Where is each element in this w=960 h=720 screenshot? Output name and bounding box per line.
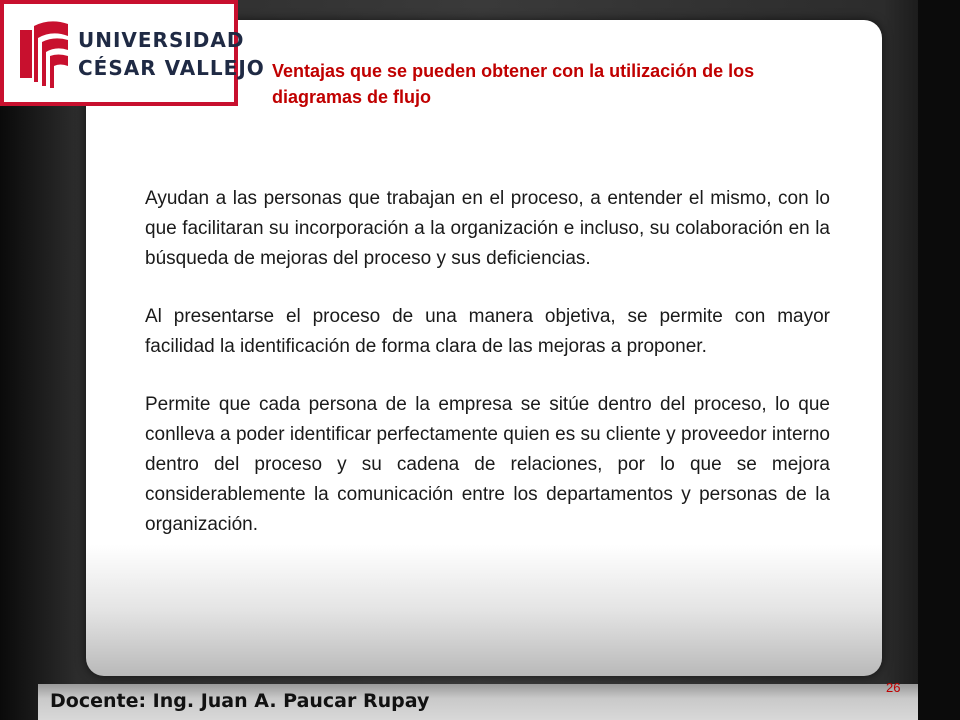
paragraph-1: Ayudan a las personas que trabajan en el proceso, a entender el mismo, con lo que facilitaran su incorporación a la organización e incluso, su colaboración en la búsqueda de mejoras del proceso y sus deficiencias.	[145, 188, 830, 269]
slide-body	[145, 184, 830, 568]
slide-title: Ventajas que se pueden obtener con la utilización de los diagramas de flujo	[272, 61, 755, 107]
paragraph-2: Al presentarse el proceso de una manera objetiva, se permite con mayor facilidad la identificación de forma clara de las mejoras a proponer.	[145, 306, 830, 357]
footer-docente: Docente: Ing. Juan A. Paucar Rupay	[50, 690, 430, 712]
ucv-emblem-icon	[16, 16, 72, 92]
paragraph-3: Permite que cada persona de la empresa se sitúe dentro del proceso, lo que conlleva a poder identificar perfectamente quien es su cliente y proveedor interno dentro del proceso y su cadena de relaciones, por lo que se mejora considerablemente la comunicación entre los departamentos y personas de la organización.	[145, 394, 830, 535]
university-logo	[0, 0, 265, 106]
right-edge-band	[918, 0, 960, 720]
logo-text-line2: CÉSAR VALLEJO	[78, 56, 265, 80]
logo-text-line1: UNIVERSIDAD	[78, 28, 245, 52]
page-number: 26	[886, 680, 901, 695]
